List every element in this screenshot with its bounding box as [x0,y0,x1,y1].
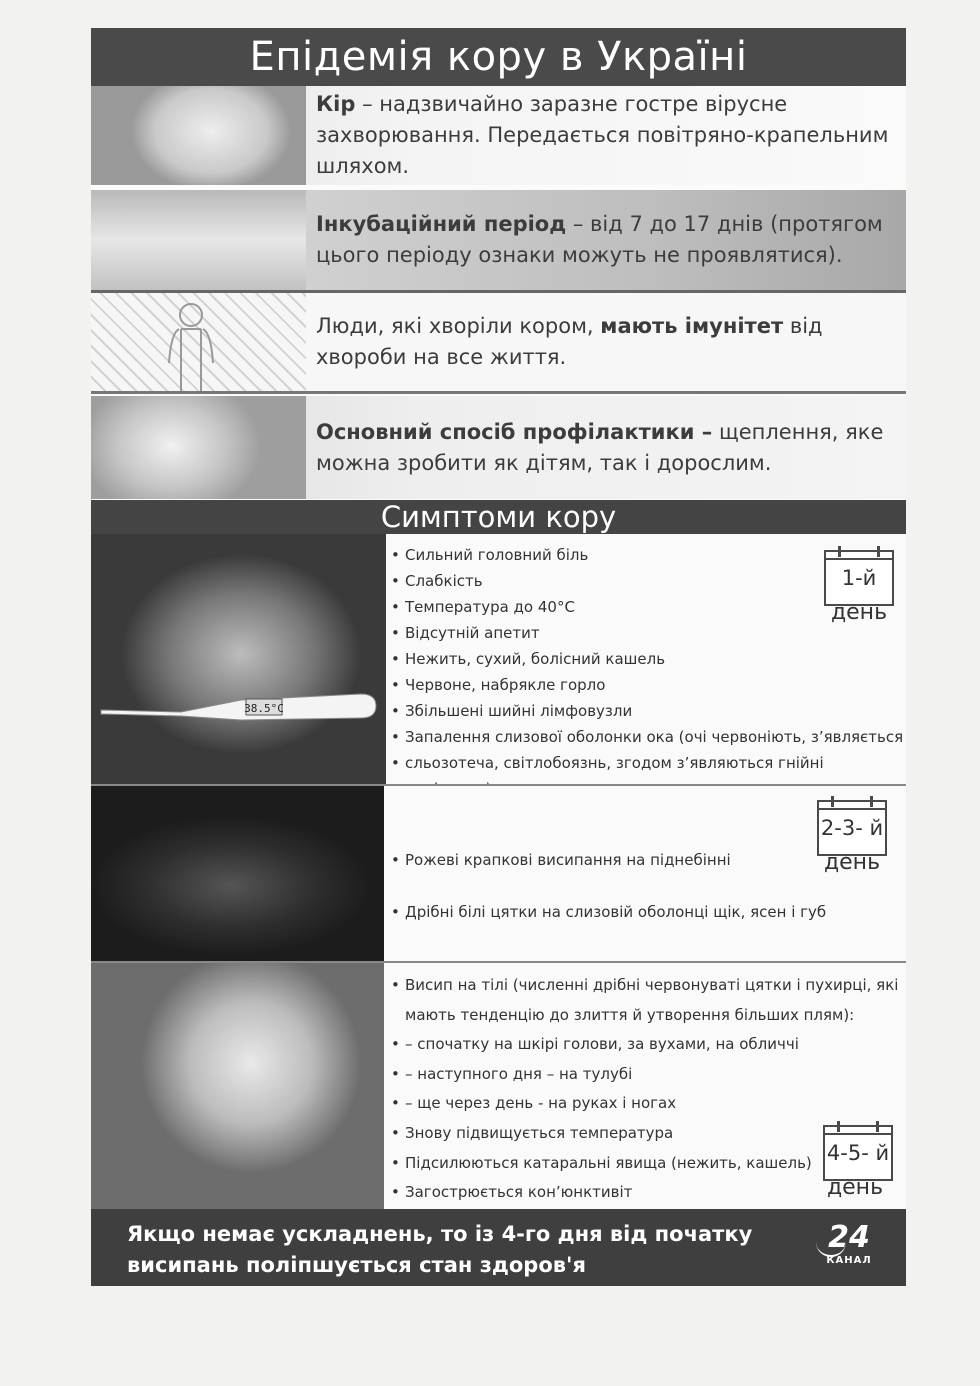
human-figure-icon [91,293,306,391]
calendar-icon [823,1125,893,1181]
fact-row-prevention [91,396,906,499]
vaccination-photo [91,396,306,499]
list-item: • Підсилюються катаральні явища (нежить, кашель) [391,1149,906,1179]
list-item-continuation: мають тенденцію до злиття й утворення більших плям): [405,1005,855,1024]
day-number: 4-5- й [826,1141,890,1165]
list-item: • Температура до 40°С [391,594,906,620]
logo-number: 24 [828,1220,870,1255]
leaflet-title: Епідемія кору в Україні [91,28,906,86]
fact-row-definition [91,86,906,185]
fact-text [316,396,896,499]
fact-bold: мають імунітет [600,314,784,338]
fact-rest: – надзвичайно заразне гостре вірусне захворювання. Передається повітряно-крапельним шляхом. [316,92,889,178]
list-item: • Червоне, набрякле горло [391,672,906,698]
fact-bold: Основний спосіб профілактики – [316,419,713,444]
symptom-list [391,834,831,938]
list-item: • Збільшені шийні лімфовузли [391,698,906,724]
fact-text [316,86,896,185]
calendar-icon [817,800,887,856]
list-item: • Загострюється кон’юнктивіт [391,1178,906,1208]
list-item: • Висип на тілі (численні дрібні червонуваті цятки і пухирці, які [391,971,906,1001]
day-label: день [826,1175,884,1200]
list-item: • – наступного дня – на тулубі [391,1060,906,1090]
fact-text [316,190,896,290]
child-with-rash-photo [91,963,384,1211]
symptoms-stage-1 [91,534,906,784]
fact-bold: Кір [316,92,356,116]
symptoms-stage-2 [91,784,906,961]
symptoms-stage-3 [91,961,906,1211]
day-number: 1-й [841,566,877,590]
fact-bold: Інкубаційний період [316,212,567,236]
day-label: день [823,850,881,875]
list-item: • Знову підвищується температура [391,1119,906,1149]
calendar-icon [824,550,894,606]
symptoms-heading: Симптоми кору [91,500,906,534]
thermometer-reading: 38.5°C [244,702,284,715]
fact-row-immunity [91,293,906,394]
thermometer-icon [91,534,386,784]
list-item: • Рожеві крапкові висипання на піднебінні [391,834,831,886]
list-item: • Слабкість [391,568,906,594]
medical-mask-photo [91,86,306,185]
list-item: • Нежить, сухий, болісний кашель [391,646,906,672]
fact-row-incubation [91,190,906,293]
footer-message: Якщо немає ускладнень, то із 4-го дня від початку висипань поліпшується стан здоров'я [127,1222,753,1277]
mouth-spots-photo [91,786,384,961]
fact-pre: Люди, які хворіли кором, [316,314,601,338]
list-item: • Запалення слизової оболонки ока (очі червоніють, з’являється [391,724,906,750]
fact-rest: – від 7 до 17 днів (протягом цього періоду ознаки можуть не проявлятися). [316,212,883,267]
fact-text [316,293,896,391]
footer-banner [91,1209,906,1286]
list-item: • Відсутній апетит [391,620,906,646]
list-item: • – спочатку на шкірі голови, за вухами, на обличчі [391,1030,906,1060]
sick-child-thermometer-photo [91,534,386,784]
list-item: • – ще через день - на руках і ногах [391,1089,906,1119]
fact-rest: від хвороби на все життя. [316,314,823,369]
virus-body-illustration [91,293,306,391]
channel-24-logo [814,1221,884,1277]
day-label: день [830,600,888,625]
calendar-photo [91,190,306,290]
logo-word: КАНАЛ [826,1255,872,1266]
list-item: • Сильний головний біль [391,542,906,568]
list-item-continuation: • сльозотеча, світлобоязнь, згодом з’являються гнійні [391,750,906,802]
list-item: • Дрібні білі цятки на слизовій оболонці щік, ясен і губ [391,886,831,938]
fact-rest: щеплення, яке можна зробити як дітям, так і дорослим. [316,419,884,475]
day-number: 2-3- й [820,816,884,840]
